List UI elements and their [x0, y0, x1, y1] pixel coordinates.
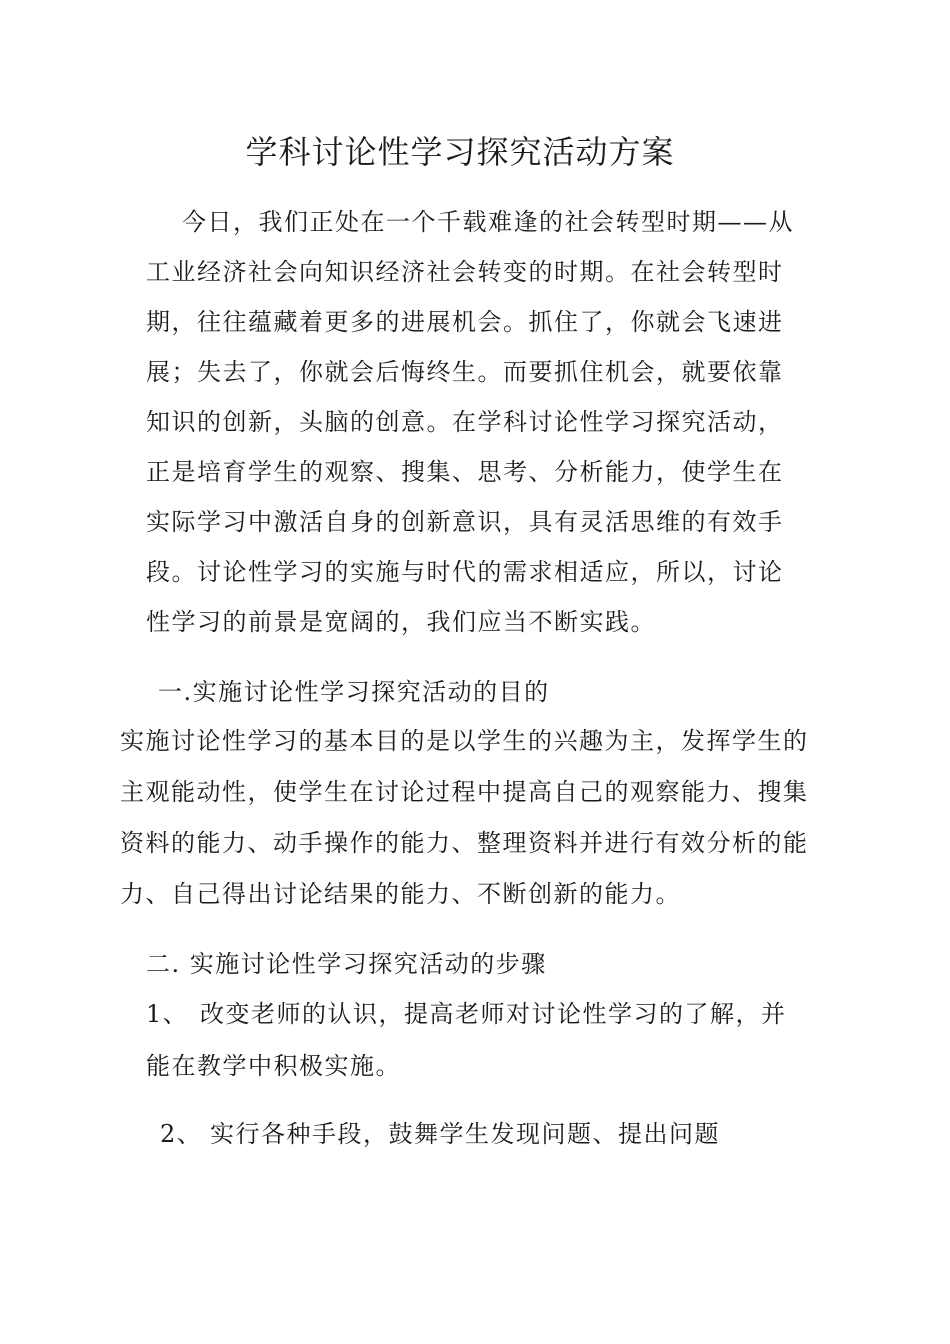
list-item-number: 1、: [146, 1000, 189, 1028]
list-item-number: 2、: [160, 1120, 203, 1148]
section-1-body: 实施讨论性学习的基本目的是以学生的兴趣为主，发挥学生的主观能动性，使学生在讨论过程中提高自己的观察能力、搜集资料的能力、动手操作的能力、整理资料并进行有效分析的能力、自己得出讨论结果的能力、不断创新的能力。: [120, 727, 809, 908]
list-item: [146, 988, 798, 1092]
section-2-heading: 二. 实施讨论性学习探究活动的步骤: [146, 950, 547, 978]
intro-paragraph: 今日，我们正处在一个千载难逢的社会转型时期——从工业经济社会向知识经济社会转变的时期。在社会转型时期，往往蕴藏着更多的进展机会。抓住了，你就会飞速进展；失去了，你就会后悔终生。而要抓住机会，就要依靠知识的创新，头脑的创意。在学科讨论性学习探究活动，正是培育学生的观察、搜集、思考、分析能力，使学生在实际学习中激活自身的创新意识，具有灵活思维的有效手段。讨论性学习的实施与时代的需求相适应，所以，讨论性学习的前景是宽阔的，我们应当不断实践。: [146, 208, 794, 636]
list-item-text: 改变老师的认识，提高老师对讨论性学习的了解，并能在教学中积极实施。: [146, 1000, 787, 1080]
list-item: [160, 1110, 820, 1158]
list-item-text: 实行各种手段，鼓舞学生发现问题、提出问题: [210, 1120, 720, 1148]
document-title: 学科讨论性学习探究活动方案: [245, 133, 675, 171]
section-1-heading: 一.实施讨论性学习探究活动的目的: [158, 678, 550, 706]
